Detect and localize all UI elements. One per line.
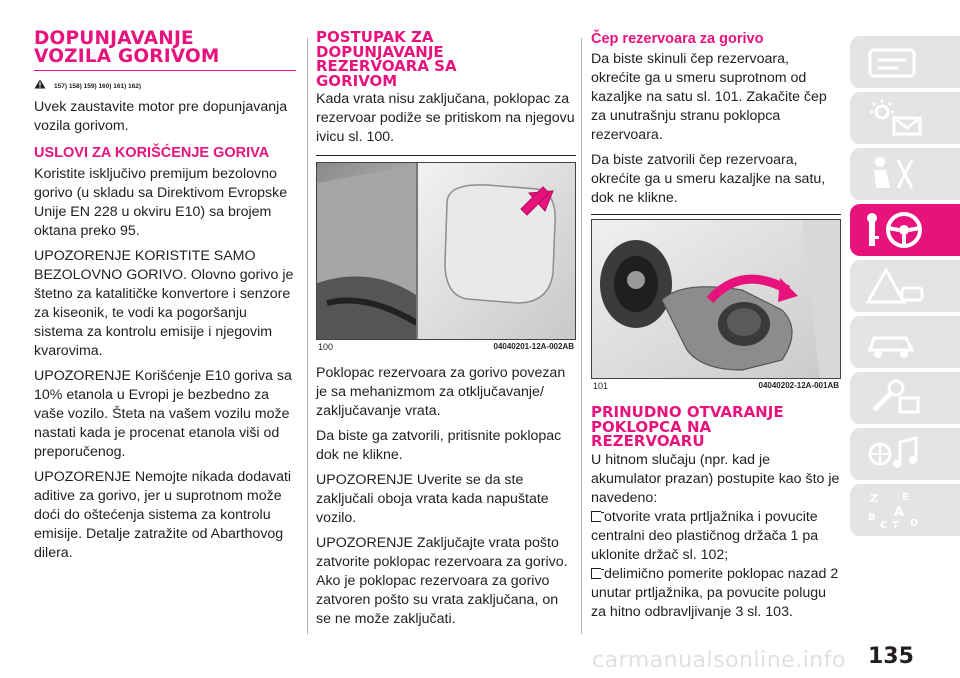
figure-number: 101 [593,381,609,391]
paragraph-unleaded-warning: UPOZORENJE KORISTITE SAMO BEZOLOVNO GORIVO. Olovno gorivo je štetno za katalitičke konvertore i senzore za kiseonik, te vodi ka pogoršanju sistema za kontrolu emisije i njegovim kvarovima. [34,248,294,359]
index-letters-icon [864,490,928,530]
tab-index[interactable] [850,484,960,536]
car-dashboard-icon [864,42,928,82]
figure-number: 100 [318,342,334,352]
warning-triangle-icon [34,79,46,89]
paragraph-additives-warning: UPOZORENJE Nemojte nikada dodavati aditive za gorivo, jer u suprotnom može doći do oštećenja sistema za kontrolu emisije. Detalje zatražite od Abarthovog dilera. [34,469,292,561]
column-3 [591,30,841,622]
svg-text:T: T [892,520,899,530]
tab-emergency[interactable] [850,260,960,312]
column-1 [34,30,296,563]
paragraph-close-cap: Da biste zatvorili čep rezervoara, okrećite ga u smeru kazaljke na satu, dok ne klikne. [591,152,826,206]
paragraph-open-flap: Kada vrata nisu zaključana, poklopac za rezervoar podiže se pritiskom na njegovu ivicu sl. 100. [316,91,575,145]
multimedia-icon [864,434,928,474]
tab-technical-data[interactable] [850,372,960,424]
warning-references: 157) 158) 159) 160) 161) 162) [54,83,142,90]
figure-top-rule [316,155,576,156]
section-title-refueling-procedure: POSTUPAK ZA DOPUNJAVANJE REZERVOARA SA GORIVOM [316,28,457,90]
tab-safety[interactable] [850,148,960,200]
chapter-tabs [850,36,960,540]
bullet-open-tailgate: otvorite vrata prtljažnika i povucite centralni deo plastičnog držača 1 pa uklonite držač sl. 102; [591,508,819,563]
tab-maintenance[interactable] [850,316,960,368]
svg-text:B: B [868,512,876,523]
column-divider [581,38,582,634]
svg-text:D: D [910,518,919,529]
fuel-flap-photo [317,163,576,340]
warning-lights-icon [864,98,928,138]
figure-100-fuel-flap [316,162,576,340]
tab-multimedia[interactable] [850,428,960,480]
figure-101-caption [591,381,841,391]
bullet-marker-icon [591,511,601,522]
figure-101-fuel-cap [591,219,841,379]
paragraph-lock-after-close-warning: UPOZORENJE Zaključajte vrata pošto zatvorite poklopac rezervoara za gorivo. Ako je poklopac rezervoara za gorivo zatvoren pošto su vrata zaključana, on se ne može zaključati. [316,535,568,627]
figure-100-caption [316,342,576,352]
paragraph-e10-warning: UPOZORENJE Korišćenje E10 goriva sa 10% etanola u Evropi je bezbedno za vaše vozilo. Šteta na vašem vozilu može nastati kada je procenat etanola viši od preporučenog. [34,368,292,460]
figure-top-rule [591,214,841,215]
paragraph-close-flap: Da biste ga zatvorili, pritisnite poklopac dok ne klikne. [316,428,562,463]
tab-starting-driving[interactable] [850,204,960,256]
triangle-breakdown-icon [864,266,928,306]
subhead-fuel-conditions: USLOVI ZA KORIŠĆENJE GORIVA [34,145,270,161]
fuel-cap-photo [592,220,841,379]
subhead-fuel-cap: Čep rezervoara za gorivo [591,31,764,47]
key-steering-wheel-icon [864,210,928,250]
watermark: carmanualsonline.info [592,648,846,673]
svg-text:A: A [894,505,905,520]
tab-dashboard[interactable] [850,36,960,88]
page-number: 135 [868,644,914,669]
column-2 [316,30,576,629]
intro-paragraph: Uvek zaustavite motor pre dopunjavanja vozila gorivom. [34,99,288,134]
svg-text:Z: Z [870,492,878,505]
maintenance-car-icon [864,322,928,362]
svg-text:E: E [902,492,909,503]
title-rule [34,70,296,71]
bullet-marker-icon [591,568,601,579]
seat-airbag-icon [864,154,928,194]
figure-code: 04040201-12A-002AB [493,342,574,351]
paragraph-flap-linked: Poklopac rezervoara za gorivo povezan je sa mehanizmom za otključavanje/ zaključavanje vrata. [316,365,566,419]
figure-code: 04040202-12A-001AB [758,381,839,390]
paragraph-lock-doors-warning: UPOZORENJE Uverite se da ste zaključali oboja vrata kada napuštate vozilo. [316,472,549,526]
svg-text:C: C [880,520,888,530]
specs-wrench-icon [864,378,928,418]
paragraph-emergency-intro: U hitnom slučaju (npr. kad je akumulator prazan) postupite kao što je navedeno: [591,451,840,506]
tab-warning-lights[interactable] [850,92,960,144]
section-title-refueling: DOPUNJAVANJE VOZILA GORIVOM [34,28,220,67]
column-divider [307,38,308,634]
bullet-release-lever: delimično pomerite poklopac nazad 2 unutar prtljažnika, pa povucite polugu za hitno odbravljivanje 3 sl. 103. [591,565,839,620]
section-title-emergency-opening: PRINUDNO OTVARANJE POKLOPCA NA REZERVOARU [591,403,784,450]
paragraph-premium-fuel: Koristite isključivo premijum bezolovno gorivo (u skladu sa Direktivom Evropske Unije EN 228 u okviru E10) sa brojem oktana preko 95. [34,166,288,239]
paragraph-remove-cap: Da biste skinuli čep rezervoara, okrećite ga u smeru suprotnom od kazaljke na satu sl. 101. Zakačite čep za unutrašnju stranu poklopca rezervoara. [591,51,827,143]
